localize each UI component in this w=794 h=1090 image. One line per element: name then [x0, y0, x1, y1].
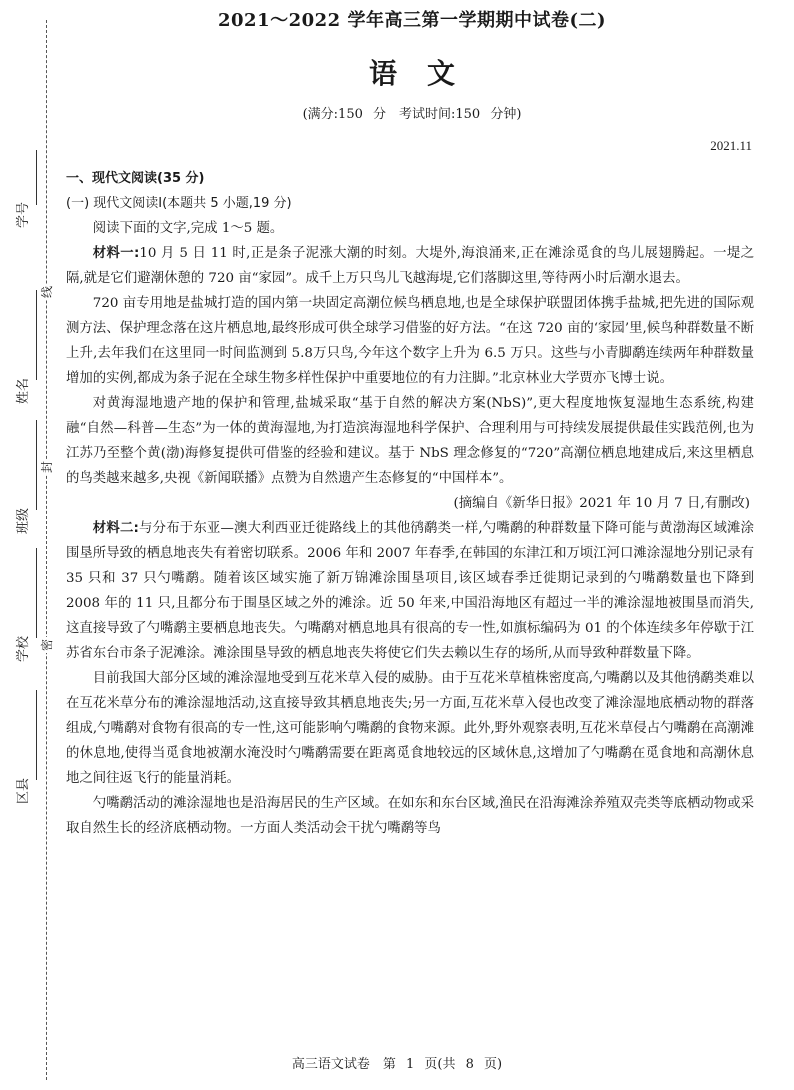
binding-margin — [0, 0, 62, 1090]
binding-mark-mi: 密 — [40, 639, 54, 652]
instruction: 阅读下面的文字,完成 1～5 题。 — [92, 221, 284, 236]
material2-paragraph-1-text: 与分布于东亚—澳大利西亚迁徙路线上的其他鸻鹬类一样,勺嘴鹬的种群数量下降可能与黄渤海区域滩涂围垦所导致的栖息地丧失有着密切联系。2006 年和 2007 年春季,在韩国的东津江和万顷江河口滩涂湿地分别记录有 35 只和 37 只勺嘴鹬。随着该区域实施了新万锦滩涂围垦项目,该区域春季迁徙期记录到的勺嘴鹬数量也下降到 2008 年的 11 只,且都分布于围垦区域之外的滩涂。近 50 年来,中国沿海地区有超过一半的滩涂湿地被围垦而消失,这直接导致了勺嘴鹬主要栖息地丧失。勺嘴鹬对栖息地具有很高的专一性,如旗标编码为 01 的个体连续多年停歇于江苏省东台市条子泥滩涂。滩涂围垦导致的栖息地丧失将使它们失去赖以生存的场所,从而导致种群数量下降。 — [66, 521, 754, 661]
field-district-line[interactable] — [36, 690, 37, 780]
exam-title: 2021～2022 学年高三第一学期期中试卷(二) — [218, 10, 606, 31]
binding-mark-xian: 线 — [40, 286, 54, 299]
field-district-label: 区县 — [16, 777, 31, 804]
field-class-line[interactable] — [36, 420, 37, 510]
exam-subject: 语文 — [368, 57, 485, 90]
material1-paragraph-1-text: 10 月 5 日 11 时,正是条子泥涨大潮的时刻。大堤外,海浪涌来,正在滩涂觅食的鸟儿展翅腾起。一堤之隔,就是它们避潮休憩的 720 亩“家园”。成千上万只鸟儿飞越海堤,它们落脚这里,等待两小时后潮水退去。 — [66, 246, 754, 286]
material2-paragraph-1 — [66, 516, 754, 666]
binding-mark-feng: 封 — [40, 461, 54, 474]
subsection-heading: (一) 现代文阅读Ⅰ(本题共 5 小题,19 分) — [66, 196, 292, 211]
field-student-id-line[interactable] — [36, 150, 37, 205]
material1-paragraph-2: 720 亩专用地是盐城打造的国内第一块固定高潮位候鸟栖息地,也是全球保护联盟团体携手盐城,把先进的国际观测方法、保护理念落在这片栖息地,最终形成可供全球学习借鉴的好方法。“在这 720 亩的‘家园’里,候鸟种群数量不断上升,去年我们在这里同一时间监测到 5.8万只鸟,今年这个数字上升为 6.5 万只。这些与小青脚鹬连续两年种群数量增加的实例,都成为条子泥在全球生物多样性保护中重要地位的有力注脚。”北京林业大学贾亦飞博士说。 — [66, 296, 754, 386]
material2-paragraph-2: 目前我国大部分区域的滩涂湿地受到互花米草入侵的威胁。由于互花米草植株密度高,勺嘴鹬以及其他鸻鹬类难以在互花米草分布的滩涂湿地活动,这直接导致其栖息地丧失;另一方面,互花米草入侵也改变了滩涂湿地底栖动物的群落组成,勺嘴鹬对食物有很高的专一性,这可能影响勺嘴鹬的食物来源。此外,野外观察表明,互花米草侵占勺嘴鹬在高潮滩的休息地,使得当觅食地被潮水淹没时勺嘴鹬需要在距离觅食地较远的区域休息,这增加了勺嘴鹬在觅食地和高潮休息地之间往返飞行的能量消耗。 — [66, 671, 754, 786]
material1-paragraph-1 — [66, 241, 754, 291]
field-student-id-label: 学号 — [16, 201, 31, 228]
exam-meta: (满分:150 分 考试时间:150 分钟) — [302, 107, 522, 122]
material2-paragraph-3: 勺嘴鹬活动的滩涂湿地也是沿海居民的生产区域。在如东和东台区域,渔民在沿海滩涂养殖双壳类等底栖动物或采取自然生长的经济底栖动物。一方面人类活动会干扰勺嘴鹬等鸟 — [66, 796, 754, 836]
field-school-label: 学校 — [16, 635, 31, 662]
field-school-line[interactable] — [36, 548, 37, 638]
exam-date: 2021.11 — [710, 138, 752, 153]
section-heading: 一、现代文阅读(35 分) — [66, 171, 205, 186]
page-footer: 高三语文试卷 第 1 页(共 8 页) — [291, 1057, 503, 1072]
material1-label: 材料一: — [92, 246, 140, 261]
field-class-label: 班级 — [16, 507, 31, 534]
field-name-label: 姓名 — [16, 377, 31, 404]
material2-label: 材料二: — [92, 521, 139, 536]
binding-dashed-line — [46, 20, 47, 1080]
field-name-line[interactable] — [36, 290, 37, 380]
exam-content — [66, 166, 754, 841]
material1-paragraph-3: 对黄海湿地遗产地的保护和管理,盐城采取“基于自然的解决方案(NbS)”,更大程度地恢复湿地生态系统,构建融“自然—科普—生态”为一体的黄海湿地,为打造滨海湿地科学保护、合理利用与可持续发展提供最佳实践范例,也为江苏乃至整个黄(渤)海修复提供可借鉴的经验和建议。基于 NbS 理念修复的“720”高潮位栖息地建成后,来这里栖息的鸟类越来越多,央视《新闻联播》点赞为自然遗产生态修复的“中国样本”。 — [66, 396, 754, 486]
material1-source: (摘编自《新华日报》2021 年 10 月 7 日,有删改) — [453, 496, 750, 511]
